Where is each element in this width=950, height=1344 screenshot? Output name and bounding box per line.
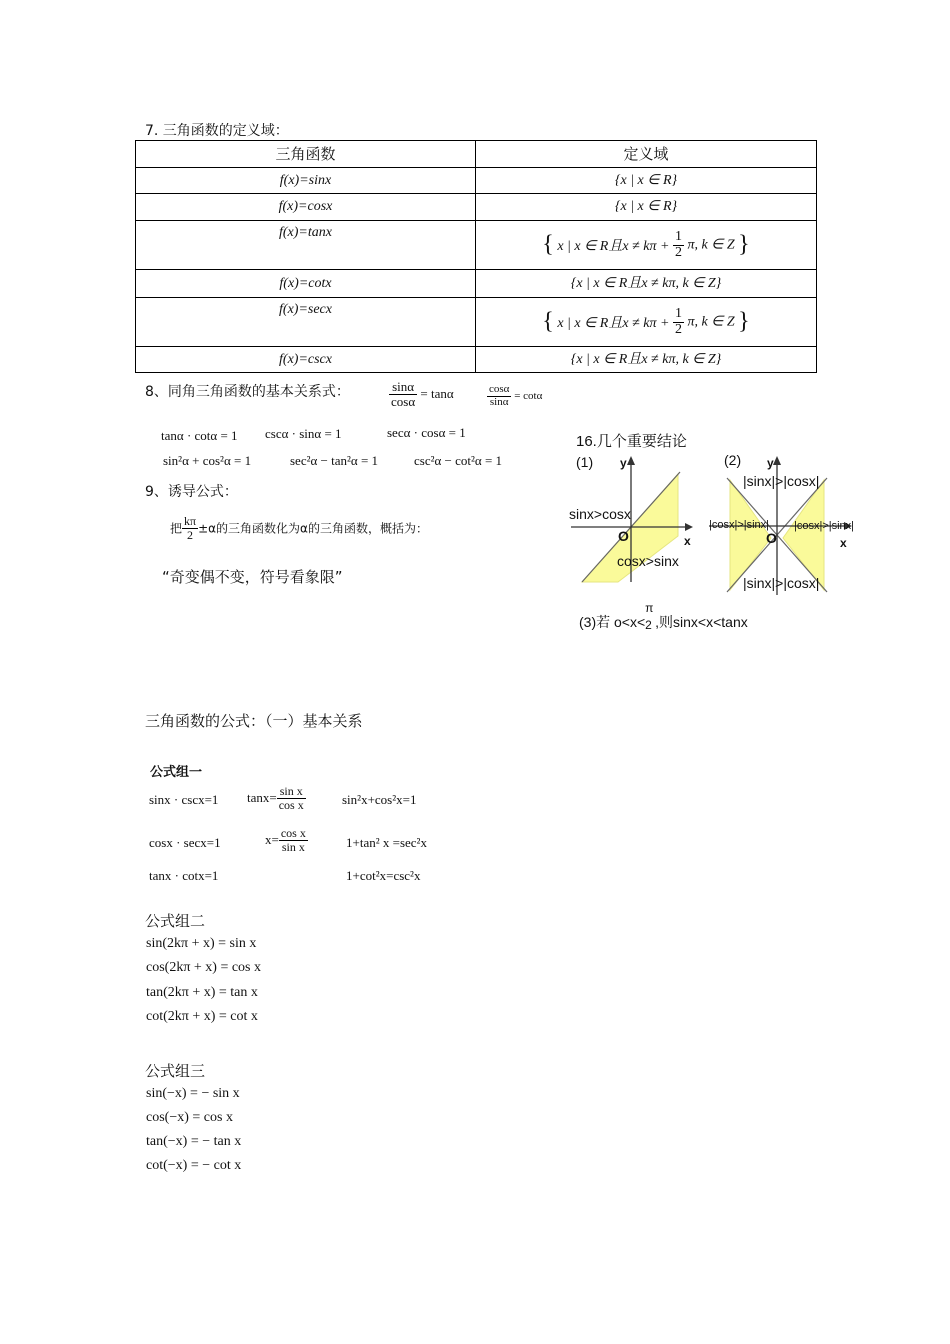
section-16-title: 16.几个重要结论 (576, 433, 687, 450)
identity-pythagorean-2: sec²α − tan²α = 1 (290, 453, 379, 468)
g1-sin-csc: sinx · cscx=1 (149, 792, 219, 807)
g2-line: tan(2kπ + x) = tan x (146, 985, 258, 1000)
figure-1-lower-text: cosx>sinx (617, 553, 679, 569)
figure-2-bottom-text: |sinx|>|cosx| (743, 575, 820, 591)
g3-line: cos(−x) = cos x (146, 1110, 233, 1125)
basic-relations-title: 三角函数的公式：（一）基本关系 (145, 712, 363, 730)
figure-1-label: (1) (576, 454, 594, 470)
g1-tan-sec: 1+tan² x =sec²x (346, 835, 427, 850)
table-cell-func: f(x)=cscx (136, 347, 476, 373)
figure-2-x-label: x (840, 536, 847, 550)
table-cell-domain: {x | x ∈ R} (476, 194, 817, 221)
g2-line: cos(2kπ + x) = cos x (146, 960, 262, 975)
g3-line: tan(−x) = − tan x (146, 1134, 242, 1149)
table-header-domain: 定义域 (476, 141, 817, 168)
table-cell-domain: {x | x ∈ R且x ≠ kπ, k ∈ Z} (476, 347, 817, 373)
g1-cos-sec: cosx · secx=1 (149, 835, 221, 850)
domain-table (135, 140, 817, 373)
identity-pythagorean-3: csc²α − cot²α = 1 (414, 453, 503, 468)
figure-2-origin: O (766, 530, 777, 546)
conclusion-3: (3)若 o<x< π 2 ,则sinx<x<tanx (579, 601, 748, 632)
g1-cot-csc: 1+cot²x=csc²x (346, 868, 421, 883)
g1-tan-def: tanx= $\frac{\text{sin x}}{\text{cos x}}$ (247, 784, 304, 812)
figure-2-y-label: y (767, 456, 774, 470)
table-header-function: 三角函数 (136, 141, 476, 168)
table-cell-func: f(x)=secx (136, 298, 476, 347)
figure-2-top-text: |sinx|>|cosx| (743, 473, 820, 489)
figure-2-left-region (730, 480, 771, 590)
table-cell-domain: { x | x ∈ R且x ≠ kπ + $\frac{1}{2}$ π, k ∈ Z } (476, 221, 817, 270)
formula-sin-over-cos: $\frac{\sin\alpha}{\cos\alpha}$ = tanα (391, 379, 454, 409)
g2-line: cot(2kπ + x) = cot x (146, 1009, 258, 1024)
figure-1-x-arrow-icon (685, 523, 693, 531)
figure-2-y-arrow-icon (773, 456, 781, 465)
figure-1-upper-text: sinx>cosx (569, 506, 631, 522)
group-3-title: 公式组三 (145, 1062, 206, 1080)
figure-1-y-arrow-icon (627, 456, 635, 465)
table-cell-domain: { x | x ∈ R且x ≠ kπ + $\frac{1}{2}$ π, k ∈ Z } (476, 298, 817, 347)
section-7-title: 7. 三角函数的定义域： (145, 123, 289, 139)
g1-cot-def: x= $\frac{\text{cos x}}{\text{sin x}}$ (265, 826, 306, 854)
section-9-title: 9、诱导公式： (145, 484, 238, 500)
g3-line: sin(−x) = − sin x (146, 1086, 240, 1101)
group-1-title: 公式组一 (150, 765, 203, 780)
identity-sec-cos: secα · cosα = 1 (387, 425, 466, 440)
table-cell-func: f(x)=tanx (136, 221, 476, 270)
g1-tan-cot: tanx · cotx=1 (149, 868, 219, 883)
induction-motto: “奇变偶不变，符号看象限” (162, 568, 343, 586)
g2-line: sin(2kπ + x) = sin x (146, 936, 257, 951)
table-cell-domain: {x | x ∈ R且x ≠ kπ, k ∈ Z} (476, 270, 817, 298)
identity-pythagorean-1: sin²α + cos²α = 1 (163, 453, 252, 468)
figure-2-label: (2) (724, 452, 742, 468)
induction-formula-rule: 把 $\frac{k\pi}{2}$ ±α的三角函数化为α的三角函数，概括为： (170, 514, 428, 542)
figure-1-x-label: x (684, 534, 691, 548)
table-cell-func: f(x)=cosx (136, 194, 476, 221)
identity-tan-cot: tanα · cotα = 1 (161, 428, 238, 443)
group-2-title: 公式组二 (145, 912, 206, 930)
identity-csc-sin: cscα · sinα = 1 (265, 426, 342, 441)
figure-1-y-label: y (620, 456, 627, 470)
figure-2-right-region (783, 480, 824, 590)
section-8-title: 8、同角三角函数的基本关系式： (145, 384, 350, 400)
table-cell-func: f(x)=sinx (136, 168, 476, 194)
figure-2-left-text: |cosx|>|sinx| (709, 519, 770, 531)
g1-pythagorean: sin²x+cos²x=1 (342, 792, 417, 807)
formula-cos-over-sin: $\frac{\cos\alpha}{\sin\alpha}$ = cotα (489, 383, 543, 408)
g3-line: cot(−x) = − cot x (146, 1158, 242, 1173)
figure-1-origin: O (618, 528, 629, 544)
table-cell-domain: {x | x ∈ R} (476, 168, 817, 194)
table-cell-func: f(x)=cotx (136, 270, 476, 298)
figure-2-right-text: |cosx|>|sinx| (794, 520, 855, 532)
